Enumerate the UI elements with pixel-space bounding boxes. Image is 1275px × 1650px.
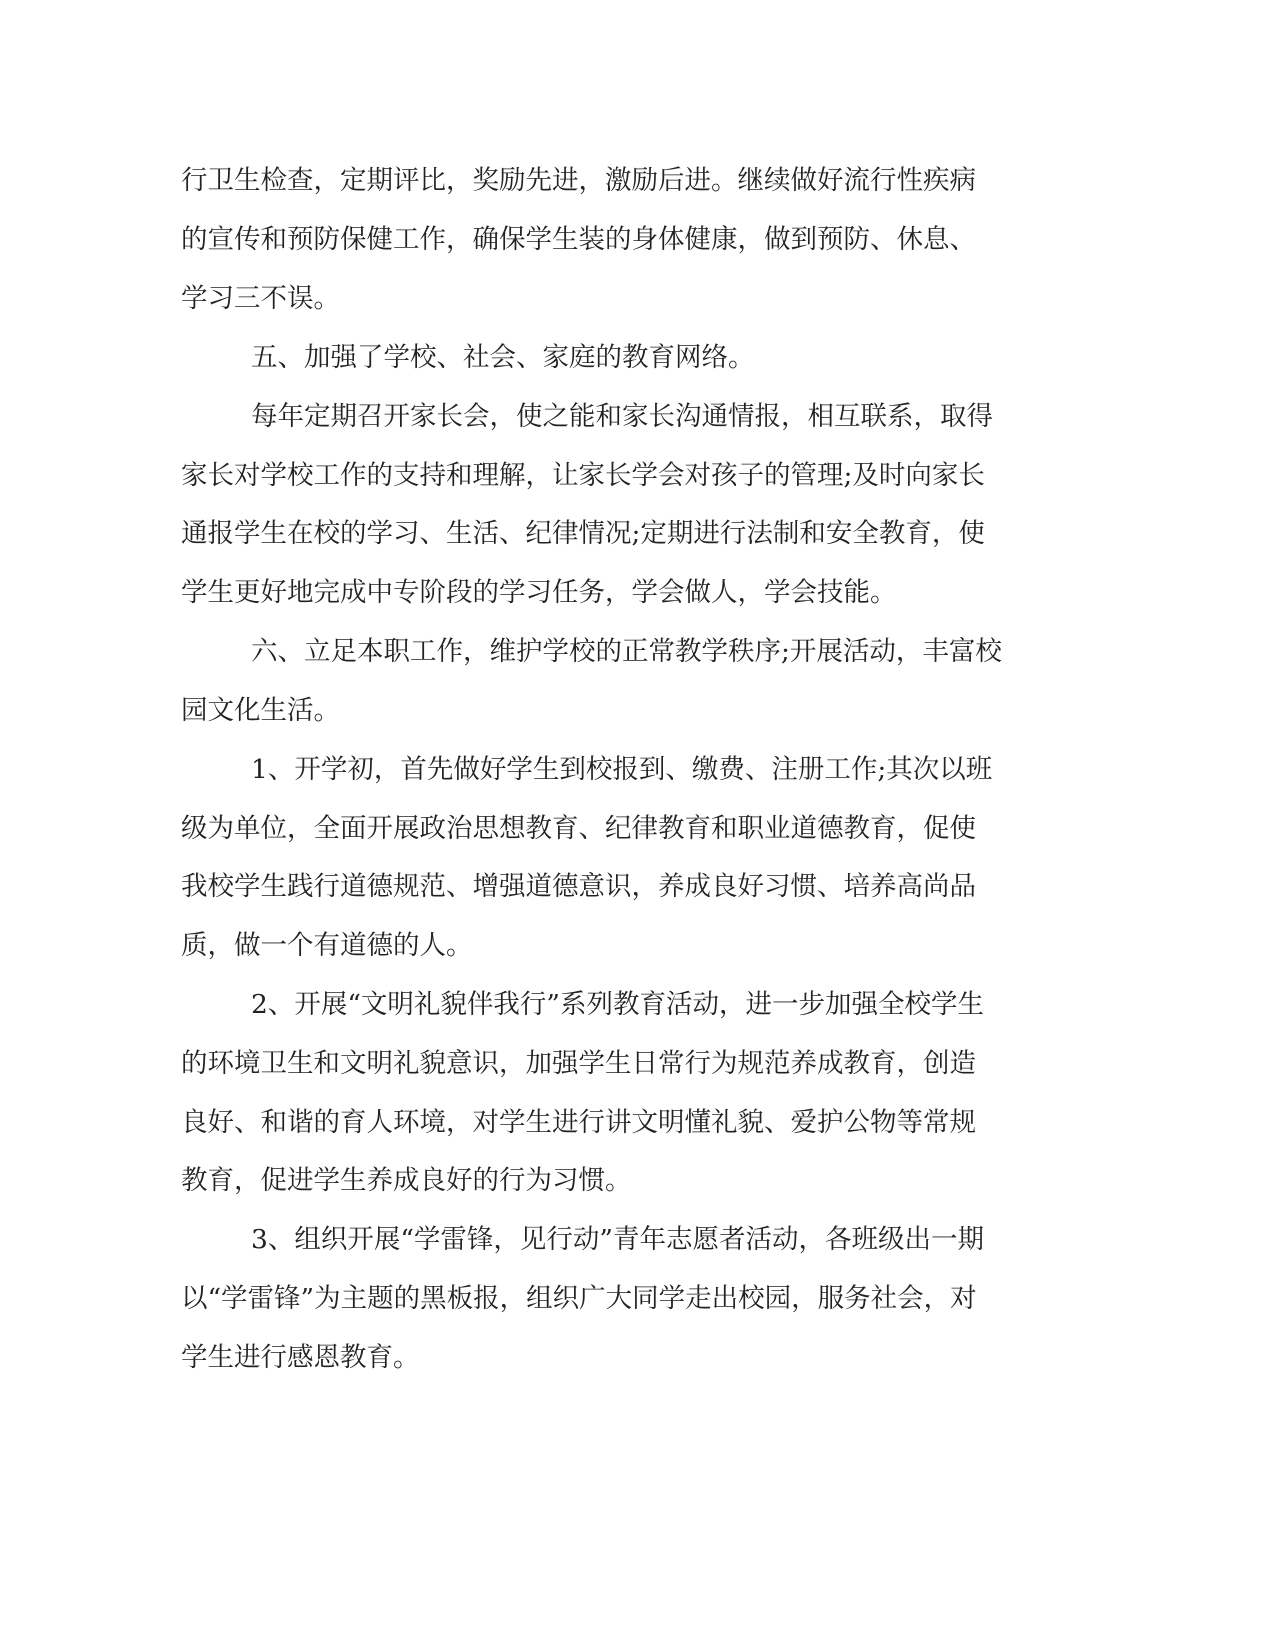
text-line: 我校学生践行道德规范、增强道德意识，养成良好习惯、培养高尚品 xyxy=(181,871,976,902)
text-line: 以“学雷锋”为主题的黑板报，组织广大同学走出校园，服务社会，对 xyxy=(181,1283,977,1314)
text-line: 教育，促进学生养成良好的行为习惯。 xyxy=(181,1165,632,1196)
list-item: 2、开展“文明礼貌伴我行”系列教育活动，进一步加强全校学生 xyxy=(251,989,984,1020)
text-line: 级为单位，全面开展政治思想教育、纪律教育和职业道德教育，促使 xyxy=(181,813,976,844)
text-line: 学生进行感恩教育。 xyxy=(181,1342,420,1373)
text-line: 质，做一个有道德的人。 xyxy=(181,930,473,961)
text-line: 家长对学校工作的支持和理解，让家长学会对孩子的管理;及时向家长 xyxy=(181,460,985,491)
section-heading: 六、立足本职工作，维护学校的正常教学秩序;开展活动，丰富校 xyxy=(251,636,1002,667)
text-line: 行卫生检查，定期评比，奖励先进，激励后进。继续做好流行性疾病 xyxy=(181,165,976,196)
text-line: 良好、和谐的育人环境，对学生进行讲文明懂礼貌、爱护公物等常规 xyxy=(181,1107,976,1138)
text-line: 每年定期召开家长会，使之能和家长沟通情报，相互联系，取得 xyxy=(251,401,993,432)
text-line: 通报学生在校的学习、生活、纪律情况;定期进行法制和安全教育，使 xyxy=(181,518,985,549)
text-line: 的环境卫生和文明礼貌意识，加强学生日常行为规范养成教育，创造 xyxy=(181,1048,976,1079)
text-line: 的宣传和预防保健工作，确保学生装的身体健康，做到预防、休息、 xyxy=(181,224,976,255)
section-heading: 五、加强了学校、社会、家庭的教育网络。 xyxy=(251,342,755,373)
text-line: 园文化生活。 xyxy=(181,695,340,726)
list-item: 1、开学初，首先做好学生到校报到、缴费、注册工作;其次以班 xyxy=(251,754,993,785)
text-line: 学生更好地完成中专阶段的学习任务，学会做人，学会技能。 xyxy=(181,577,897,608)
list-item: 3、组织开展“学雷锋，见行动”青年志愿者活动，各班级出一期 xyxy=(251,1224,984,1255)
text-line: 学习三不误。 xyxy=(181,283,340,314)
